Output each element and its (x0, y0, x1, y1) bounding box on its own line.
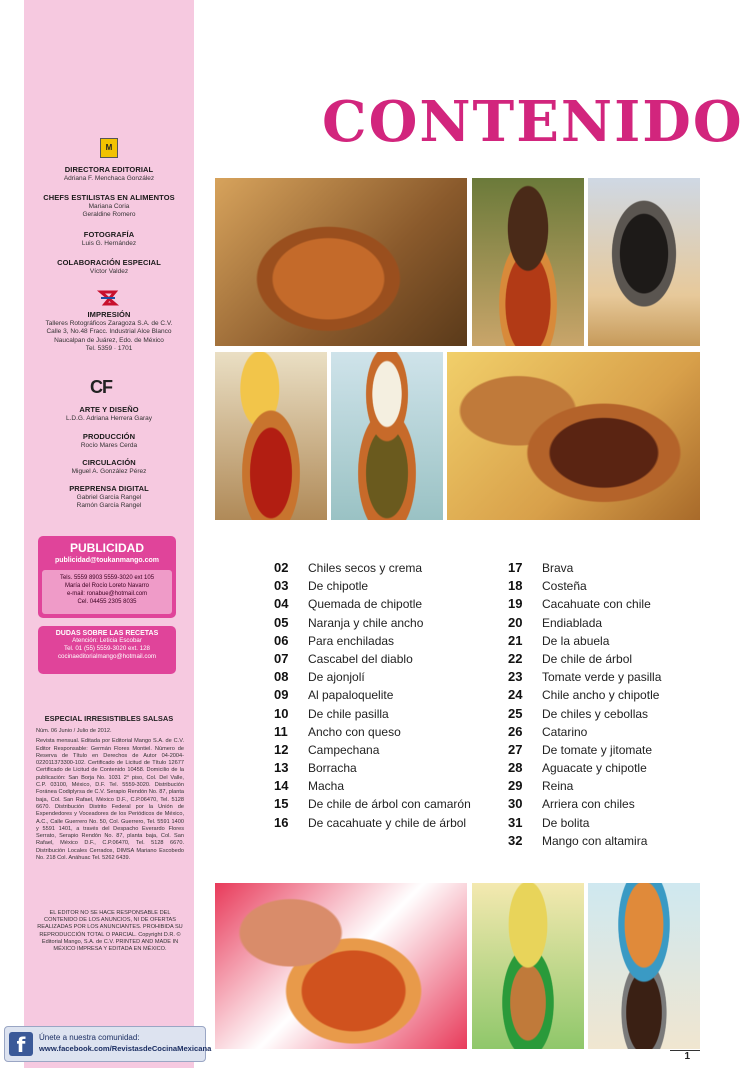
facebook-line1: Únete a nuestra comunidad: (39, 1033, 140, 1042)
toc-item[interactable] (508, 795, 661, 813)
toc-recipe-label: Catarino (542, 724, 588, 739)
publicidad-title: PUBLICIDAD (70, 541, 144, 555)
toc-item[interactable] (508, 759, 661, 777)
toc-page-number: 30 (508, 796, 523, 812)
toc-page-number: 12 (274, 741, 289, 757)
toc-item[interactable] (508, 686, 661, 704)
toc-item[interactable] (274, 814, 471, 832)
toc-page-number: 20 (508, 614, 523, 630)
toc-recipe-label: Mango con altamira (542, 833, 648, 848)
credit-preprensa: PREPRENSA DIGITAL Gabriel García Rangel Ramón García Rangel (69, 484, 149, 510)
toc-page-number: 09 (274, 687, 289, 703)
disclaimer-text: EL EDITOR NO SE HACE RESPONSABLE DEL CONTENIDO DE LOS ANUNCIOS, NI DE OFERTAS REALIZADAS POR LOS ANUNCIANTES. PROHIBIDA SU REPRODUCCIÓN TOTAL O PARCIAL. Copyright D.R. © Editorial Mango, S.A. de C.V. PRINTED AND MADE IN MÉXICO IMPRESA Y EDITADA EN MÉXICO. (37, 910, 183, 953)
toc-item[interactable] (508, 814, 661, 832)
photo-meat-salsa (472, 178, 584, 346)
facebook-link[interactable]: www.facebook.com/RevistasdeCocinaMexicana (39, 1044, 212, 1053)
toc-page-number: 11 (274, 723, 288, 739)
toc-page-number: 16 (274, 814, 289, 830)
publicidad-contact: Tels. 5559 8903 5559-3020 ext 105 María del Rocío Loreto Navarro e-mail: ronabue@hotmail.com Cel. 04455 2305 8035 (42, 570, 172, 614)
toc-item[interactable] (508, 705, 661, 723)
toc-recipe-label: Ancho con queso (308, 724, 401, 739)
toc-item[interactable] (274, 577, 471, 595)
toc-page-number: 13 (274, 760, 289, 776)
toc-recipe-label: De chile pasilla (308, 706, 389, 721)
toc-recipe-label: Cascabel del diablo (308, 651, 413, 666)
toc-item[interactable] (274, 686, 471, 704)
photo-molcajete-salsa (588, 178, 700, 346)
photo-pork-salsa (215, 883, 467, 1049)
toc-recipe-label: De bolita (542, 815, 590, 830)
toc-item[interactable] (274, 777, 471, 795)
credit-circulacion: CIRCULACIÓN Miguel A. González Pérez (71, 458, 147, 475)
toc-page-number: 02 (274, 560, 289, 575)
toc-recipe-label: Aguacate y chipotle (542, 761, 647, 776)
toc-page-number: 03 (274, 578, 289, 594)
photo-chips-salsa (215, 352, 327, 520)
toc-recipe-label: Macha (308, 779, 345, 794)
dudas-box: DUDAS SOBRE LAS RECETAS Atención: Leticia Escobar Tel. 01 (55) 5559-3020 ext. 128 cocinaeditorialmango@hotmail.com (38, 626, 176, 674)
toc-item[interactable] (274, 650, 471, 668)
credit-produccion: PRODUCCIÓN Rocío Mares Cerda (80, 432, 138, 449)
toc-page-number: 28 (508, 760, 523, 776)
toc-recipe-label: Naranja y chile ancho (308, 615, 424, 630)
toc-item[interactable] (274, 614, 471, 632)
toc-recipe-label: De chile de árbol (542, 651, 633, 666)
toc-page-number: 14 (274, 778, 289, 794)
credit-colaboracion: COLABORACIÓN ESPECIAL Víctor Valdez (57, 258, 161, 275)
toc-page-number: 25 (508, 705, 523, 721)
toc-recipe-label: Brava (542, 561, 574, 575)
toc-page-number: 32 (508, 832, 523, 848)
page-number: 1 (684, 1051, 690, 1062)
toc-recipe-label: De chiles y cebollas (542, 706, 649, 721)
toc-item[interactable] (508, 614, 661, 632)
toc-page-number: 08 (274, 669, 289, 685)
toc-recipe-label: Quemada de chipotle (308, 597, 423, 612)
facebook-icon: f (9, 1032, 33, 1056)
zaragoza-logo (99, 290, 117, 306)
toc-item[interactable] (508, 777, 661, 795)
toc-recipe-label: Borracha (308, 761, 357, 776)
credit-chefs: CHEFS ESTILISTAS EN ALIMENTOS Mariana Coria Geraldine Romero (43, 193, 175, 219)
toc-recipe-label: De la abuela (542, 633, 610, 648)
toc-item[interactable] (274, 759, 471, 777)
toc-recipe-label: Costeña (542, 579, 587, 594)
toc-page-number: 18 (508, 578, 523, 594)
toc-page-number: 23 (508, 669, 523, 685)
toc-item[interactable] (274, 723, 471, 741)
toc-item[interactable] (508, 577, 661, 595)
toc-page-number: 06 (274, 632, 289, 648)
toc-page-number: 26 (508, 723, 523, 739)
toc-recipe-label: De chipotle (308, 579, 369, 594)
toc-item[interactable] (508, 632, 661, 650)
toc-item[interactable] (274, 595, 471, 613)
toc-page-number: 10 (274, 705, 289, 721)
toc-left (274, 559, 471, 832)
toc-recipe-label: Cacahuate con chile (542, 597, 651, 612)
toc-item[interactable] (508, 832, 661, 850)
toc-item[interactable] (508, 723, 661, 741)
mango-logo: M (100, 138, 118, 158)
photo-bean-salsa (447, 352, 700, 520)
photo-soup-chicharron (215, 178, 467, 346)
credit-arte: ARTE Y DISEÑO L.D.G. Adriana Herrera Garay (66, 405, 152, 422)
toc-recipe-label: Chile ancho y chipotle (542, 688, 660, 703)
toc-recipe-label: De ajonjolí (308, 670, 365, 685)
toc-page-number: 21 (508, 632, 523, 648)
page-title: CONTENIDO (322, 89, 744, 155)
toc-item[interactable] (274, 559, 471, 577)
toc-item[interactable] (274, 741, 471, 759)
toc-page-number: 22 (508, 650, 523, 666)
toc-item[interactable] (508, 595, 661, 613)
toc-item[interactable] (508, 668, 661, 686)
credits-sidebar (24, 0, 194, 1068)
toc-page-number: 31 (508, 814, 523, 830)
photo-chile-oil-salsa (588, 883, 700, 1049)
photo-peanut-salsa (472, 883, 584, 1049)
toc-recipe-label: Arriera con chiles (542, 797, 635, 812)
toc-recipe-label: Campechana (308, 742, 380, 757)
toc-page-number: 24 (508, 687, 523, 703)
facebook-banner[interactable] (4, 1026, 212, 1062)
toc-recipe-label: Para enchiladas (308, 633, 395, 648)
toc-page-number: 15 (274, 796, 289, 812)
toc-recipe-label: De chile de árbol con camarón (308, 797, 471, 812)
toc-item[interactable] (508, 559, 661, 577)
legal-text: Núm. 06 Junio / Julio de 2012. Revista mensual. Editada por Editorial Mango S.A. de C.V. Editor Responsable: Germán Flores Montiel. Número de Reserva de Título en Derechos de Autor 04-2004-022011373300-102. Certificado de Licitud de Título 12677 Certificado de Licitud de Contenido 10458. Domicilio de la publicación: San Borja No. 1031 2° piso, Col. Del Valle, C.P. 03100, México, D.F. Tel. 5559-3020. Distribución Foránea Codiplyrsa de C.V. Serapio Rendón No. 87, planta baja, Col. San Rafael, México D.F., C.P.06470, Tel. 5128 6670. Distribución Distrito Federal por la Unión de Expendedores y Voceadores de los Periódicos de México, A.C., Calle Guerrero No. 50, Col. Guerrero, Tel. 5591 1400 y 5591 1401, a través del Despacho Everardo Flores Serrato, Serapio Rendón No. 87, planta baja, Col. San Rafael, México D.F., C.P.06470, Tel. 5128 6670. Distribución Locales Cerrados, DIMSA Mariano Escobedo No. 218 Col. Anáhuac Tel. 5262 6439. (36, 728, 184, 862)
toc-page-number: 05 (274, 614, 289, 630)
toc-item[interactable] (274, 705, 471, 723)
toc-item[interactable] (508, 741, 661, 759)
toc-recipe-label: Endiablada (542, 615, 603, 630)
credit-directora: DIRECTORA EDITORIAL Adriana F. Menchaca González (63, 165, 155, 182)
especial-title: ESPECIAL IRRESISTIBLES SALSAS (44, 714, 174, 723)
toc-page-number: 17 (508, 560, 523, 575)
toc-page-number: 04 (274, 596, 289, 612)
toc-recipe-label: De tomate y jitomate (542, 742, 653, 757)
toc-page-number: 19 (508, 596, 523, 612)
dudas-title: DUDAS SOBRE LAS RECETAS (55, 630, 159, 637)
photo-rice-salsa (331, 352, 443, 520)
toc-recipe-label: De cacahuate y chile de árbol (308, 815, 467, 830)
credit-fotografia: FOTOGRAFÍA Luis G. Hernández (81, 230, 137, 247)
publicidad-box (38, 536, 176, 618)
toc-page-number: 27 (508, 741, 523, 757)
credit-impresion: IMPRESIÓN Talleres Rotográficos Zaragoza S.A. de C.V. Calle 3, No.48 Fracc. Industrial Alce Blanco Naucalpan de Juárez, Edo. de México Tel. 5359 · 1701 (45, 310, 173, 353)
toc-item[interactable] (274, 668, 471, 686)
publicidad-email[interactable]: publicidad@toukanmango.com (54, 557, 160, 564)
toc-item[interactable] (274, 795, 471, 813)
toc-page-number: 29 (508, 778, 523, 794)
toc-recipe-label: Chiles secos y crema (308, 561, 423, 575)
toc-recipe-label: Reina (542, 779, 574, 794)
toc-page-number: 07 (274, 650, 289, 666)
toc-item[interactable] (274, 632, 471, 650)
toc-item[interactable] (508, 650, 661, 668)
toc-right (508, 559, 661, 850)
toc-recipe-label: Al papaloquelite (308, 688, 394, 703)
cf-logo: CF (90, 377, 112, 397)
toc-recipe-label: Tomate verde y pasilla (542, 670, 662, 685)
